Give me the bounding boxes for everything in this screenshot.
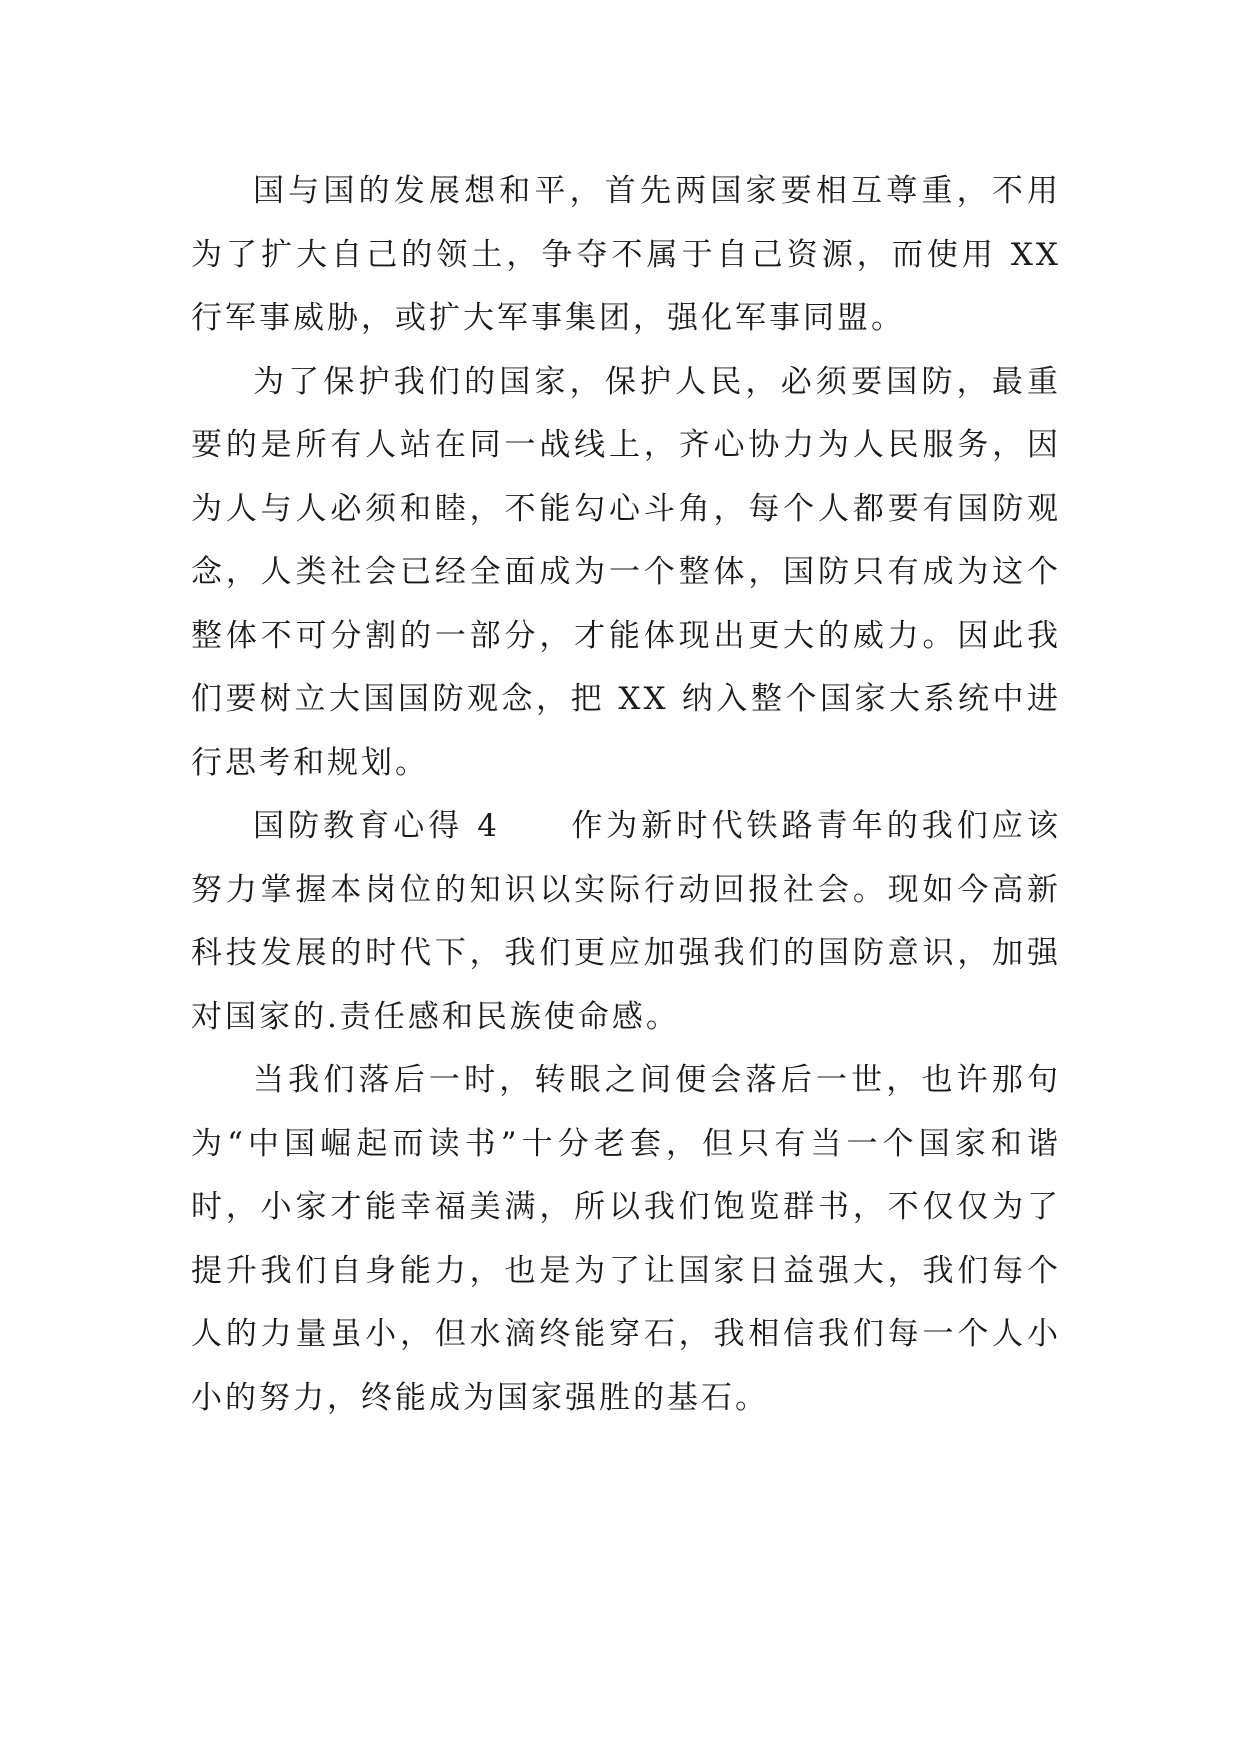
document-body xyxy=(191,160,1074,1430)
paragraph-4: 当我们落后一时，转眼之间便会落后一世，也许那句为“中国崛起而读书”十分老套，但只有当一个国家和谐时，小家才能幸福美满，所以我们饱览群书，不仅仅为了提升我们自身能力，也是为了让国家日益强大，我们每个人的力量虽小，但水滴终能穿石，我相信我们每一个人小小的努力，终能成为国家强胜的基石。 xyxy=(191,1062,1061,1416)
paragraph-3: 国防教育心得 4 作为新时代铁路青年的我们应该努力掌握本岗位的知识以实际行动回报社会。现如今高新科技发展的时代下，我们更应加强我们的国防意识，加强对国家的.责任感和民族使命感。 xyxy=(191,808,1061,1035)
paragraph-2: 为了保护我们的国家，保护人民，必须要国防，最重要的是所有人站在同一战线上，齐心协力为人民服务，因为人与人必须和睦，不能勾心斗角，每个人都要有国防观念，人类社会已经全面成为一个整体，国防只有成为这个整体不可分割的一部分，才能体现出更大的威力。因此我们要树立大国国防观念，把 XX 纳入整个国家大系统中进行思考和规划。 xyxy=(191,363,1061,781)
paragraph-1: 国与国的发展想和平，首先两国家要相互尊重，不用为了扩大自己的领土，争夺不属于自己资源，而使用 XX 行军事威胁，或扩大军事集团，强化军事同盟。 xyxy=(191,173,1074,336)
